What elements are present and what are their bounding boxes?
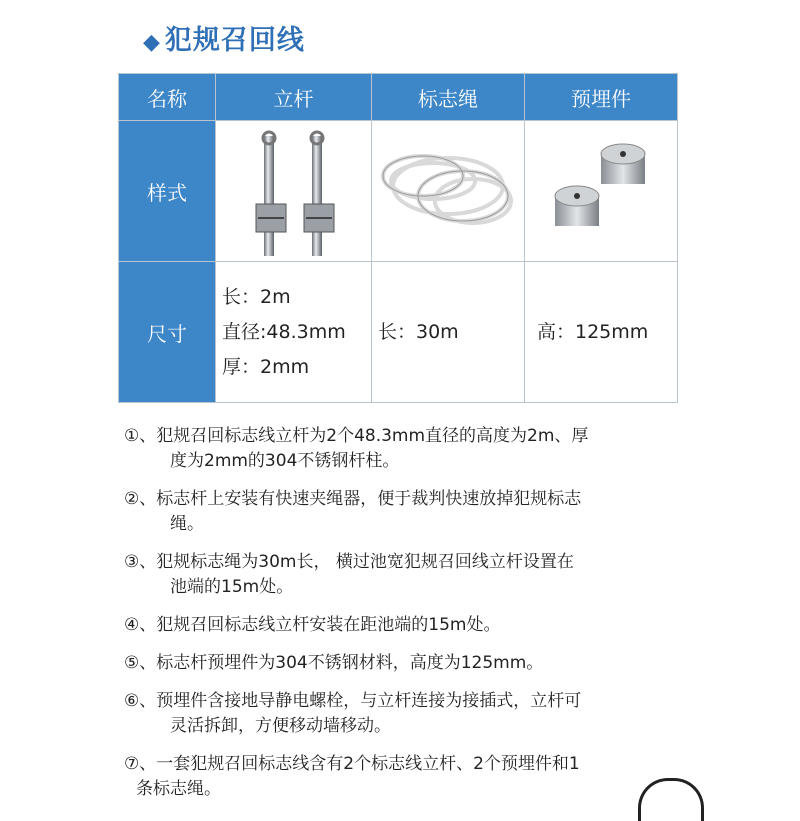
note-number: ③、 [124, 552, 157, 572]
embed-size-cell [525, 262, 678, 403]
pole-length: 长：2m [222, 285, 291, 308]
note-continuation: 度为2mm的304不锈钢杆柱。 [170, 451, 400, 471]
pole-image-cell [216, 121, 372, 262]
embed-height: 高：125mm [537, 320, 649, 343]
table-row-style [119, 121, 678, 262]
pole-diameter: 直径:48.3mm [222, 320, 346, 343]
embedded-part-photo [541, 136, 661, 246]
note-line: 犯规召回标志线立杆安装在距池端的15m处。 [156, 615, 501, 635]
table-row-size [119, 262, 678, 403]
header-pole: 立杆 [216, 74, 372, 121]
list-item [124, 424, 684, 474]
embed-image-cell [525, 121, 678, 262]
note-line: 标志杆预埋件为304不锈钢材料，高度为125mm。 [156, 653, 544, 673]
list-item [124, 689, 684, 739]
note-line: 犯规标志绳为30m长， 横过池宽犯规召回线立杆设置在 [156, 552, 574, 572]
note-continuation: 绳。 [170, 514, 204, 534]
note-number: ②、 [124, 489, 157, 509]
list-item [124, 550, 684, 600]
note-number: ⑦、 [124, 754, 157, 774]
note-continuation: 池端的15m处。 [170, 577, 294, 597]
row-label-size: 尺寸 [119, 262, 216, 403]
header-name: 名称 [119, 74, 216, 121]
header-embed: 预埋件 [525, 74, 678, 121]
diamond-icon: ◆ [143, 30, 161, 55]
list-item [124, 651, 684, 676]
note-number: ⑥、 [124, 691, 157, 711]
notes-list [124, 424, 684, 815]
pole-photo [244, 126, 344, 256]
note-number: ①、 [124, 426, 157, 446]
rope-image-cell [372, 121, 525, 262]
note-line: 一套犯规召回标志线含有2个标志线立杆、2个预埋件和1 [156, 754, 580, 774]
header-rope: 标志绳 [372, 74, 525, 121]
note-line: 预埋件含接地导静电螺栓，与立杆连接为接插式，立杆可 [156, 691, 582, 711]
rope-size-cell [372, 262, 525, 403]
table-header-row [119, 74, 678, 121]
pole-size-cell [216, 262, 372, 403]
note-continuation: 灵活拆卸，方便移动墙移动。 [170, 716, 391, 736]
pole-thickness: 厚：2mm [222, 355, 310, 378]
page-title-text: 犯规召回线 [164, 25, 305, 56]
list-item [124, 752, 684, 802]
note-line: 标志杆上安装有快速夹绳器，便于裁判快速放掉犯规标志 [156, 489, 582, 509]
note-number: ④、 [124, 615, 157, 635]
page-title [143, 18, 305, 57]
rope-photo [378, 141, 518, 241]
list-item [124, 613, 684, 638]
note-continuation: 条标志绳。 [136, 779, 221, 799]
spec-table [118, 73, 678, 403]
rope-length: 长：30m [378, 320, 459, 343]
list-item [124, 487, 684, 537]
row-label-style: 样式 [119, 121, 216, 262]
note-line: 犯规召回标志线立杆为2个48.3mm直径的高度为2m、厚 [156, 426, 589, 446]
note-number: ⑤、 [124, 653, 157, 673]
